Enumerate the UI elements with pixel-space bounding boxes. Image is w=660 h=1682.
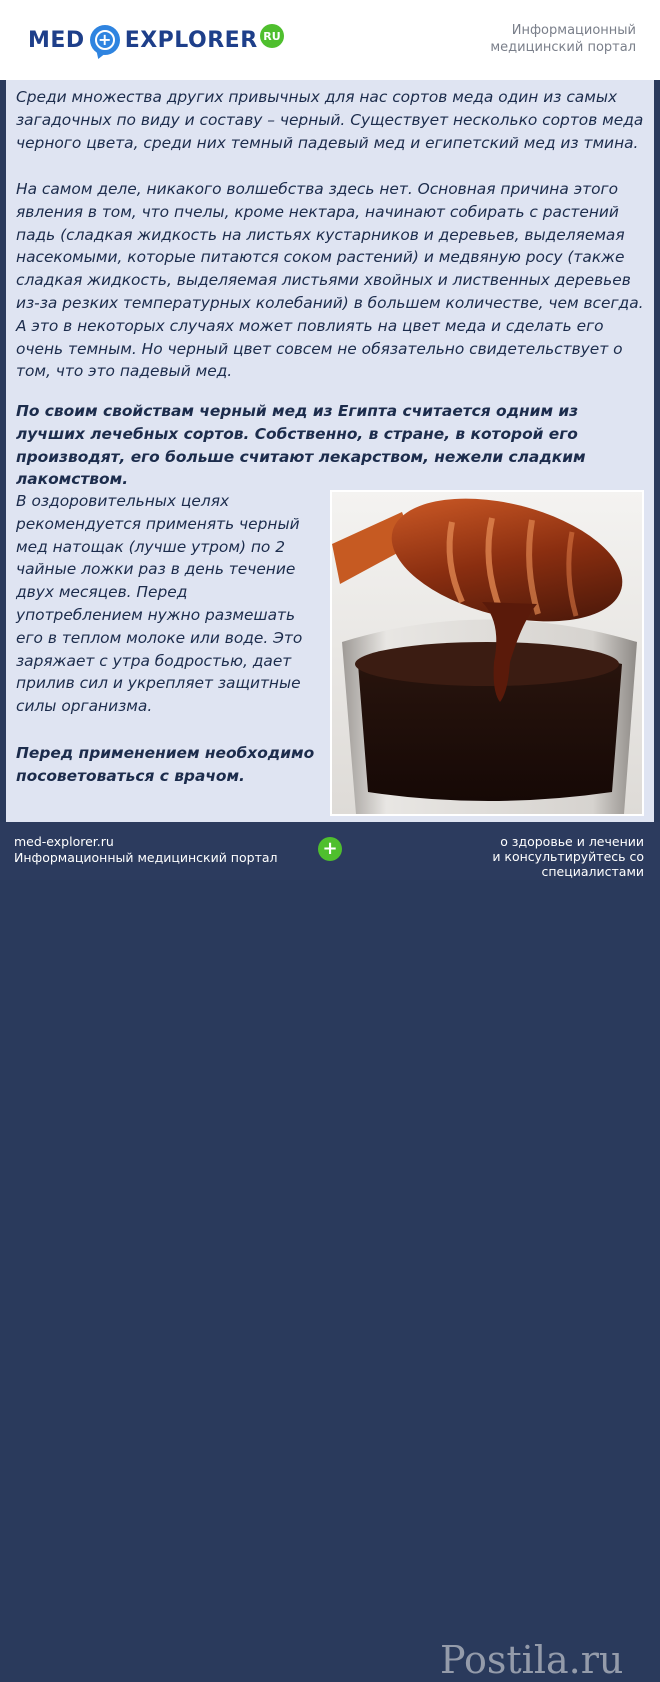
footer-plus-icon: + xyxy=(318,837,342,861)
logo-plus-icon: + xyxy=(90,25,120,55)
footer-site-link[interactable]: med-explorer.ru xyxy=(14,834,114,849)
article-paragraph-explanation: На самом деле, никакого волшебства здесь нет. Основная причина этого явления в том, что пчелы, кроме нектара, начинают собирать с растений падь (сладкая жидкость на листьях кустарников и деревьев, выделяемая насекомыми, которые питаются соком растений) и медвяную росу (также сладкая жидкость, выделяемая листьями хвойных и лиственных деревьев из-за резких температурных колебаний) в большем количестве, чем всегда. А это в некоторых случаях может повлиять на цвет меда и сделать его очень темным. Но черный цвет совсем не обязательно свидетельствует о том, что это падевый мед. xyxy=(16,180,644,381)
postila-watermark: Postila.ru xyxy=(440,1638,624,1682)
site-logo[interactable] xyxy=(28,20,281,60)
logo-text-explorer: EXPLORER xyxy=(124,27,258,53)
honey-dipper-photo xyxy=(330,490,644,816)
tagline-line2: медицинский портал xyxy=(490,40,636,55)
tagline-line1: Информационный xyxy=(511,23,636,38)
article-panel xyxy=(6,80,654,822)
footer-description: Информационный медицинский портал xyxy=(14,850,278,865)
article-paragraph-usage: В оздоровительных целях рекомендуется применять черный мед натощак (лучше утром) по 2 чайные ложки раз в день течение двух месяцев. Перед употреблением нужно размешать его в теплом молоке или воде. Это заряжает с утра бодростью, дает прилив сил и укрепляет защитные силы организма. xyxy=(16,492,303,716)
header xyxy=(0,0,660,80)
logo-text-med: MED xyxy=(28,27,85,53)
footer-disclaimer xyxy=(414,834,644,879)
logo-ru-badge: RU xyxy=(260,24,284,48)
article-paragraph-warning: Перед применением необходимо посоветоваться с врачом. xyxy=(16,744,315,785)
footer-disclaimer-line2: и консультируйтесь со специалистами xyxy=(492,849,644,879)
footer xyxy=(0,822,660,1682)
article-paragraph-intro: Среди множества других привычных для нас сортов меда один из самых загадочных по виду и составу – черный. Существует несколько сортов меда черного цвета, среди них темный падевый мед и египетский мед из тмина. xyxy=(16,88,644,152)
footer-disclaimer-line1: о здоровье и лечении xyxy=(500,834,644,849)
article-paragraph-egypt: По своим свойствам черный мед из Египта считается одним из лучших лечебных сортов. Собственно, в стране, в которой его производят, его больше считают лекарством, нежели сладким лакомством. xyxy=(16,402,586,489)
header-tagline xyxy=(436,22,636,56)
